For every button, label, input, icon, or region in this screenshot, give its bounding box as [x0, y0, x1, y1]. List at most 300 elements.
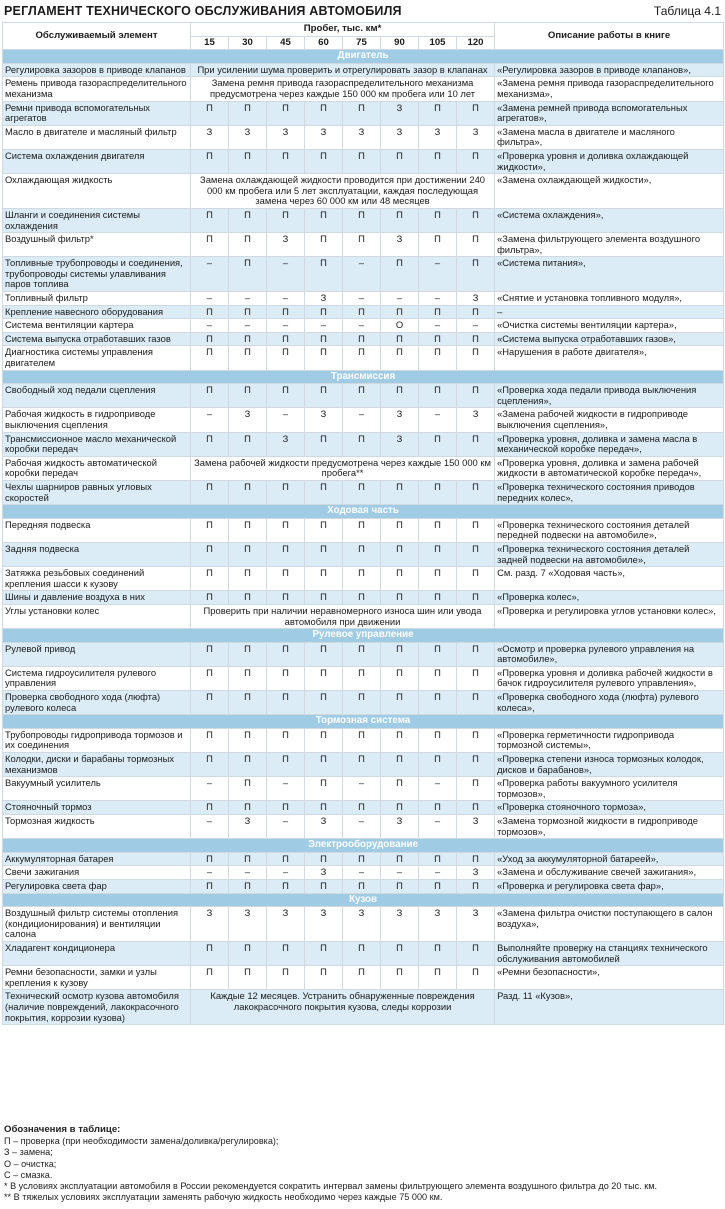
- element-cell: Колодки, диски и барабаны тормозных механизмов: [3, 753, 191, 777]
- element-cell: Вакуумный усилитель: [3, 777, 191, 801]
- value-cell: П: [305, 233, 343, 257]
- value-cell: –: [419, 257, 457, 292]
- table-row: [3, 691, 724, 715]
- description-cell: «Ремни безопасности»,: [495, 966, 724, 990]
- header-km-45: 45: [267, 36, 305, 50]
- value-cell: –: [191, 292, 229, 306]
- value-cell: П: [305, 777, 343, 801]
- table-row: [3, 866, 724, 880]
- element-cell: Технический осмотр кузова автомобиля (наличие повреждений, лакокрасочного покрытия, коррозии кузова): [3, 990, 191, 1025]
- value-cell: П: [381, 346, 419, 370]
- value-cell: П: [267, 753, 305, 777]
- value-cell: П: [381, 591, 419, 605]
- description-cell: «Замена фильтра очистки поступающего в салон воздуха»,: [495, 907, 724, 942]
- value-cell: П: [191, 101, 229, 125]
- value-cell: З: [343, 125, 381, 149]
- value-cell: П: [191, 801, 229, 815]
- value-cell: П: [343, 591, 381, 605]
- value-cell: З: [381, 101, 419, 125]
- value-cell: П: [343, 852, 381, 866]
- value-cell: П: [229, 753, 267, 777]
- table-row: [3, 257, 724, 292]
- value-cell: П: [267, 966, 305, 990]
- table-row: [3, 542, 724, 566]
- table-row: [3, 990, 724, 1025]
- description-cell: «Уход за аккумуляторной батареей»,: [495, 852, 724, 866]
- table-row: [3, 384, 724, 408]
- value-cell: П: [457, 801, 495, 815]
- value-cell: П: [305, 518, 343, 542]
- legend-line: С – смазка.: [4, 1169, 53, 1180]
- value-cell: З: [381, 907, 419, 942]
- value-cell: –: [305, 319, 343, 333]
- description-cell: «Замена ремней привода вспомогательных агрегатов»,: [495, 101, 724, 125]
- value-cell: П: [267, 642, 305, 666]
- value-cell: П: [457, 518, 495, 542]
- value-cell: П: [343, 941, 381, 965]
- value-cell: П: [419, 332, 457, 346]
- value-cell: П: [191, 753, 229, 777]
- value-cell: П: [343, 753, 381, 777]
- table-row: [3, 292, 724, 306]
- value-cell: П: [343, 691, 381, 715]
- value-cell: П: [305, 728, 343, 752]
- table-row: [3, 591, 724, 605]
- value-cell: –: [191, 257, 229, 292]
- value-cell: П: [267, 542, 305, 566]
- value-cell: –: [419, 815, 457, 839]
- value-cell: З: [457, 408, 495, 432]
- value-cell: П: [229, 567, 267, 591]
- value-cell: П: [191, 233, 229, 257]
- value-cell: П: [305, 642, 343, 666]
- legend: [4, 1124, 657, 1203]
- table-row: [3, 408, 724, 432]
- value-cell: П: [191, 666, 229, 690]
- element-cell: Система охлаждения двигателя: [3, 149, 191, 173]
- header-km-120: 120: [457, 36, 495, 50]
- value-cell: П: [267, 346, 305, 370]
- value-cell: П: [305, 691, 343, 715]
- table-row: [3, 101, 724, 125]
- value-cell: П: [267, 879, 305, 893]
- value-cell: П: [229, 233, 267, 257]
- value-cell: П: [457, 642, 495, 666]
- element-cell: Трансмиссионное масло механической коробки передач: [3, 432, 191, 456]
- value-cell: П: [229, 332, 267, 346]
- element-cell: Воздушный фильтр системы отопления (кондиционирования) и вентиляции салона: [3, 907, 191, 942]
- value-cell: П: [419, 542, 457, 566]
- value-cell: П: [305, 305, 343, 319]
- value-cell: П: [305, 480, 343, 504]
- section-row: [3, 893, 724, 907]
- value-cell: П: [419, 518, 457, 542]
- note-cell: Замена рабочей жидкости предусмотрена через каждые 150 000 км пробега**: [191, 456, 495, 480]
- value-cell: –: [267, 257, 305, 292]
- table-row: [3, 432, 724, 456]
- value-cell: –: [457, 319, 495, 333]
- description-cell: «Проверка уровня, доливка и замена масла в механической коробке передач»,: [495, 432, 724, 456]
- value-cell: П: [191, 941, 229, 965]
- value-cell: П: [191, 149, 229, 173]
- value-cell: П: [381, 480, 419, 504]
- value-cell: П: [381, 941, 419, 965]
- value-cell: З: [305, 815, 343, 839]
- value-cell: П: [191, 852, 229, 866]
- element-cell: Ремни безопасности, замки и узлы крепления к кузову: [3, 966, 191, 990]
- value-cell: П: [343, 642, 381, 666]
- table-row: [3, 604, 724, 628]
- table-row: [3, 456, 724, 480]
- header-km-90: 90: [381, 36, 419, 50]
- value-cell: П: [305, 966, 343, 990]
- table-row: [3, 852, 724, 866]
- value-cell: П: [343, 728, 381, 752]
- table-row: [3, 125, 724, 149]
- value-cell: П: [457, 257, 495, 292]
- description-cell: См. разд. 7 «Ходовая часть»,: [495, 567, 724, 591]
- table-row: [3, 332, 724, 346]
- value-cell: П: [457, 879, 495, 893]
- section-row: [3, 715, 724, 729]
- value-cell: П: [457, 728, 495, 752]
- value-cell: П: [343, 432, 381, 456]
- value-cell: З: [419, 125, 457, 149]
- value-cell: П: [457, 384, 495, 408]
- element-cell: Рабочая жидкость в гидроприводе выключения сцепления: [3, 408, 191, 432]
- element-cell: Ремень привода газораспределительного механизма: [3, 77, 191, 101]
- value-cell: –: [343, 866, 381, 880]
- value-cell: П: [305, 801, 343, 815]
- value-cell: П: [381, 305, 419, 319]
- value-cell: П: [457, 852, 495, 866]
- value-cell: З: [381, 815, 419, 839]
- value-cell: П: [191, 879, 229, 893]
- value-cell: П: [267, 305, 305, 319]
- element-cell: Масло в двигателе и масляный фильтр: [3, 125, 191, 149]
- value-cell: З: [343, 907, 381, 942]
- legend-lines: [4, 1136, 657, 1203]
- value-cell: З: [229, 907, 267, 942]
- value-cell: П: [267, 852, 305, 866]
- description-cell: «Замена охлаждающей жидкости»,: [495, 174, 724, 209]
- value-cell: П: [381, 801, 419, 815]
- element-cell: Шланги и соединения системы охлаждения: [3, 208, 191, 232]
- value-cell: П: [381, 728, 419, 752]
- value-cell: –: [343, 292, 381, 306]
- section-row: [3, 370, 724, 384]
- value-cell: П: [343, 305, 381, 319]
- value-cell: П: [229, 518, 267, 542]
- description-cell: «Замена тормозной жидкости в гидроприводе тормозов»,: [495, 815, 724, 839]
- value-cell: П: [381, 777, 419, 801]
- value-cell: П: [419, 346, 457, 370]
- table-row: [3, 174, 724, 209]
- value-cell: П: [305, 432, 343, 456]
- value-cell: П: [229, 591, 267, 605]
- description-cell: Выполняйте проверку на станциях технического обслуживания автомобилей: [495, 941, 724, 965]
- value-cell: П: [267, 941, 305, 965]
- description-cell: «Система охлаждения»,: [495, 208, 724, 232]
- value-cell: П: [305, 101, 343, 125]
- value-cell: П: [267, 666, 305, 690]
- value-cell: П: [191, 305, 229, 319]
- value-cell: –: [419, 319, 457, 333]
- value-cell: П: [191, 480, 229, 504]
- value-cell: П: [419, 753, 457, 777]
- value-cell: П: [191, 208, 229, 232]
- value-cell: З: [419, 907, 457, 942]
- value-cell: П: [381, 567, 419, 591]
- value-cell: П: [343, 966, 381, 990]
- value-cell: П: [381, 518, 419, 542]
- value-cell: З: [229, 125, 267, 149]
- value-cell: П: [457, 208, 495, 232]
- value-cell: П: [419, 728, 457, 752]
- value-cell: П: [457, 941, 495, 965]
- value-cell: З: [305, 408, 343, 432]
- value-cell: П: [305, 852, 343, 866]
- element-cell: Воздушный фильтр*: [3, 233, 191, 257]
- value-cell: П: [419, 101, 457, 125]
- element-cell: Крепление навесного оборудования: [3, 305, 191, 319]
- value-cell: П: [229, 642, 267, 666]
- value-cell: З: [305, 292, 343, 306]
- element-cell: Свободный ход педали сцепления: [3, 384, 191, 408]
- value-cell: П: [457, 101, 495, 125]
- element-cell: Топливный фильтр: [3, 292, 191, 306]
- element-cell: Топливные трубопроводы и соединения, трубопроводы системы улавливания паров топлива: [3, 257, 191, 292]
- value-cell: П: [419, 432, 457, 456]
- description-cell: «Снятие и установка топливного модуля»,: [495, 292, 724, 306]
- value-cell: П: [267, 801, 305, 815]
- value-cell: П: [381, 208, 419, 232]
- legend-title: Обозначения в таблице:: [4, 1124, 121, 1135]
- title-bar: [0, 0, 725, 22]
- value-cell: П: [343, 666, 381, 690]
- value-cell: З: [457, 866, 495, 880]
- value-cell: –: [191, 319, 229, 333]
- value-cell: –: [229, 319, 267, 333]
- table-row: [3, 879, 724, 893]
- value-cell: П: [381, 966, 419, 990]
- value-cell: З: [381, 233, 419, 257]
- value-cell: П: [229, 257, 267, 292]
- value-cell: П: [267, 518, 305, 542]
- value-cell: П: [381, 542, 419, 566]
- value-cell: П: [381, 666, 419, 690]
- table-row: [3, 346, 724, 370]
- value-cell: –: [267, 319, 305, 333]
- value-cell: П: [267, 149, 305, 173]
- description-cell: «Проверка технического состояния деталей задней подвески на автомобиле»,: [495, 542, 724, 566]
- section-row: [3, 839, 724, 853]
- note-cell: При усилении шума проверить и отрегулировать зазор в клапанах: [191, 63, 495, 77]
- value-cell: –: [419, 866, 457, 880]
- value-cell: П: [381, 879, 419, 893]
- value-cell: П: [457, 332, 495, 346]
- table-row: [3, 966, 724, 990]
- value-cell: П: [343, 801, 381, 815]
- value-cell: П: [267, 384, 305, 408]
- value-cell: П: [267, 567, 305, 591]
- description-cell: «Проверка уровня и доливка рабочей жидкости в бачок гидроусилителя рулевого управления»,: [495, 666, 724, 690]
- value-cell: П: [305, 753, 343, 777]
- element-cell: Охлаждающая жидкость: [3, 174, 191, 209]
- value-cell: –: [343, 257, 381, 292]
- element-cell: Чехлы шарниров равных угловых скоростей: [3, 480, 191, 504]
- value-cell: П: [419, 691, 457, 715]
- element-cell: Система выпуска отработавших газов: [3, 332, 191, 346]
- element-cell: Углы установки колес: [3, 604, 191, 628]
- value-cell: З: [267, 233, 305, 257]
- value-cell: П: [381, 852, 419, 866]
- value-cell: П: [457, 567, 495, 591]
- note-cell: Замена охлаждающей жидкости проводится при достижении 240 000 км пробега или 5 лет эксплуатации, каждая последующая замена через 60 000 км или 48 месяцев: [191, 174, 495, 209]
- value-cell: П: [343, 332, 381, 346]
- section-title: Трансмиссия: [3, 370, 724, 384]
- value-cell: З: [267, 432, 305, 456]
- value-cell: П: [457, 753, 495, 777]
- table-row: [3, 77, 724, 101]
- value-cell: З: [305, 125, 343, 149]
- table-row: [3, 815, 724, 839]
- value-cell: П: [229, 480, 267, 504]
- value-cell: П: [229, 879, 267, 893]
- value-cell: П: [457, 542, 495, 566]
- value-cell: П: [229, 542, 267, 566]
- description-cell: «Проверка работы вакуумного усилителя тормозов»,: [495, 777, 724, 801]
- element-cell: Трубопроводы гидропривода тормозов и их соединения: [3, 728, 191, 752]
- element-cell: Свечи зажигания: [3, 866, 191, 880]
- section-row: [3, 505, 724, 519]
- description-cell: «Регулировка зазоров в приводе клапанов»,: [495, 63, 724, 77]
- table-body: [3, 50, 724, 1025]
- value-cell: П: [267, 691, 305, 715]
- table-row: [3, 233, 724, 257]
- table-row: [3, 518, 724, 542]
- value-cell: –: [229, 866, 267, 880]
- value-cell: П: [305, 941, 343, 965]
- value-cell: З: [457, 125, 495, 149]
- value-cell: П: [267, 101, 305, 125]
- value-cell: –: [267, 408, 305, 432]
- value-cell: П: [229, 208, 267, 232]
- element-cell: Задняя подвеска: [3, 542, 191, 566]
- value-cell: П: [381, 753, 419, 777]
- description-cell: «Очистка системы вентиляции картера»,: [495, 319, 724, 333]
- table-row: [3, 319, 724, 333]
- value-cell: П: [419, 591, 457, 605]
- value-cell: П: [191, 728, 229, 752]
- value-cell: З: [381, 432, 419, 456]
- value-cell: П: [229, 666, 267, 690]
- description-cell: «Проверка стояночного тормоза»,: [495, 801, 724, 815]
- value-cell: П: [191, 518, 229, 542]
- legend-line: З – замена;: [4, 1147, 53, 1158]
- note-cell: Проверить при наличии неравномерного износа шин или увода автомобиля при движении: [191, 604, 495, 628]
- value-cell: З: [381, 408, 419, 432]
- value-cell: П: [267, 480, 305, 504]
- value-cell: П: [419, 305, 457, 319]
- description-cell: «Проверка свободного хода (люфта) рулевого колеса»,: [495, 691, 724, 715]
- description-cell: «Замена рабочей жидкости в гидроприводе выключения сцепления»,: [495, 408, 724, 432]
- value-cell: П: [191, 691, 229, 715]
- value-cell: П: [343, 346, 381, 370]
- value-cell: П: [457, 233, 495, 257]
- description-cell: «Замена масла в двигателе и масляного фильтра»,: [495, 125, 724, 149]
- value-cell: П: [267, 591, 305, 605]
- value-cell: П: [419, 879, 457, 893]
- value-cell: П: [457, 346, 495, 370]
- element-cell: Хладагент кондиционера: [3, 941, 191, 965]
- description-cell: «Нарушения в работе двигателя»,: [495, 346, 724, 370]
- element-cell: Регулировка зазоров в приводе клапанов: [3, 63, 191, 77]
- value-cell: –: [229, 292, 267, 306]
- legend-line: О – очистка;: [4, 1158, 57, 1169]
- value-cell: П: [305, 591, 343, 605]
- value-cell: П: [305, 257, 343, 292]
- table-row: [3, 666, 724, 690]
- description-cell: «Осмотр и проверка рулевого управления на автомобиле»,: [495, 642, 724, 666]
- value-cell: П: [457, 305, 495, 319]
- value-cell: –: [343, 319, 381, 333]
- value-cell: П: [419, 567, 457, 591]
- header-km-75: 75: [343, 36, 381, 50]
- value-cell: П: [229, 966, 267, 990]
- description-cell: «Проверка хода педали привода выключения сцепления»,: [495, 384, 724, 408]
- value-cell: –: [419, 777, 457, 801]
- value-cell: П: [381, 642, 419, 666]
- value-cell: П: [305, 208, 343, 232]
- maintenance-table: [2, 22, 724, 1025]
- table-row: [3, 941, 724, 965]
- value-cell: –: [267, 292, 305, 306]
- value-cell: П: [191, 332, 229, 346]
- value-cell: З: [267, 907, 305, 942]
- value-cell: П: [343, 542, 381, 566]
- element-cell: Передняя подвеска: [3, 518, 191, 542]
- value-cell: П: [305, 666, 343, 690]
- section-title: Ходовая часть: [3, 505, 724, 519]
- value-cell: П: [419, 384, 457, 408]
- value-cell: П: [267, 208, 305, 232]
- value-cell: П: [457, 666, 495, 690]
- value-cell: П: [229, 801, 267, 815]
- value-cell: П: [305, 332, 343, 346]
- value-cell: З: [267, 125, 305, 149]
- description-cell: «Проверка степени износа тормозных колодок, дисков и барабанов»,: [495, 753, 724, 777]
- value-cell: П: [381, 384, 419, 408]
- value-cell: –: [191, 408, 229, 432]
- value-cell: П: [343, 384, 381, 408]
- table-row: [3, 728, 724, 752]
- value-cell: П: [305, 149, 343, 173]
- section-title: Рулевое управление: [3, 629, 724, 643]
- header-mileage: Пробег, тыс. км*: [191, 23, 495, 37]
- value-cell: П: [229, 852, 267, 866]
- value-cell: –: [419, 292, 457, 306]
- value-cell: П: [229, 346, 267, 370]
- value-cell: П: [457, 691, 495, 715]
- table-row: [3, 642, 724, 666]
- table-row: [3, 567, 724, 591]
- description-cell: «Проверка технического состояния деталей передней подвески на автомобиле»,: [495, 518, 724, 542]
- value-cell: П: [419, 149, 457, 173]
- note-cell: Замена ремня привода газораспределительного механизма предусмотрена через каждые 150 000 км пробега или 10 лет: [191, 77, 495, 101]
- value-cell: –: [191, 777, 229, 801]
- description-cell: «Проверка колес»,: [495, 591, 724, 605]
